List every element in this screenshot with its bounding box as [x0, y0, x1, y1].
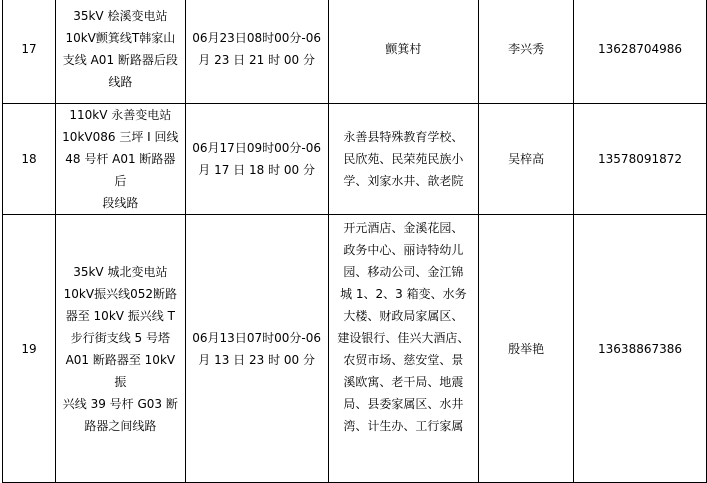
row-number: 19 — [3, 215, 56, 483]
affected-area-text: 建设银行、佳兴大酒店、 — [337, 331, 470, 345]
line-name-text: 步行街支线 5 号塔 — [70, 330, 170, 345]
contact-name: 李兴秀 — [479, 0, 574, 104]
table-row — [3, 0, 707, 104]
affected-area-text: 永善县特殊教育学校、 — [343, 130, 464, 144]
line-name-text: 线路 — [108, 75, 133, 89]
outage-table — [2, 0, 707, 483]
line-name-text: 支线 A01 断路器后段 — [62, 53, 178, 67]
line-name-text: 48 号杆 A01 断路器后 — [65, 152, 176, 188]
outage-time-cell — [185, 215, 328, 483]
row-number: 17 — [3, 0, 56, 104]
contact-phone: 13638867386 — [574, 215, 707, 483]
line-name-cell — [55, 104, 185, 215]
table-row — [3, 104, 707, 215]
line-name-cell — [55, 0, 185, 104]
outage-time-text: 月 13 日 23 时 00 分 — [198, 352, 315, 367]
outage-table-sheet — [2, 0, 707, 483]
affected-area-text: 局、县委家属区、水井 — [343, 397, 464, 411]
line-name-text: 兴线 39 号杆 G03 断 — [62, 396, 178, 411]
line-name-text: 10kV振兴线052断路 — [63, 286, 177, 301]
affected-area-cell — [328, 104, 479, 215]
line-name-text: 路器之间线路 — [84, 418, 157, 433]
affected-area-text: 民欣苑、民荣苑民族小 — [343, 152, 464, 166]
contact-name: 吴梓高 — [479, 104, 574, 215]
affected-area-text: 大楼、财政局家属区、 — [343, 309, 464, 323]
outage-time-text: 06月13日07时00分-06 — [192, 330, 321, 345]
outage-time-text: 月 17 日 18 时 00 分 — [198, 163, 315, 177]
outage-time-cell — [185, 104, 328, 215]
affected-area-cell — [328, 0, 479, 104]
contact-phone: 13628704986 — [574, 0, 707, 104]
line-name-text: 10kV颤箕线T韩家山 — [65, 31, 176, 45]
line-name-text: 段线路 — [102, 196, 139, 210]
affected-area-text: 湾、计生办、工行家属 — [343, 419, 464, 433]
outage-time-text: 月 23 日 21 时 00 分 — [198, 53, 315, 67]
line-name-text: 器至 10kV 振兴线 T — [65, 308, 175, 323]
line-name-text: 110kV 永善变电站 — [69, 108, 172, 122]
affected-area-text: 城 1、2、3 箱变、水务 — [340, 287, 467, 301]
line-name-text: 35kV 城北变电站 — [73, 264, 168, 279]
contact-name: 殷举艳 — [479, 215, 574, 483]
outage-time-text: 06月23日08时00分-06 — [192, 31, 321, 45]
affected-area-text: 溪欧寓、老干局、地震 — [343, 375, 464, 389]
row-number: 18 — [3, 104, 56, 215]
outage-time-text: 06月17日09时00分-06 — [192, 141, 321, 155]
outage-time-cell — [185, 0, 328, 104]
line-name-text: 10kV086 三坪 I 回线 — [62, 130, 179, 144]
affected-area-text: 学、刘家水井、歆老院 — [343, 174, 464, 188]
affected-area-text: 颤箕村 — [385, 42, 422, 56]
affected-area-text: 政务中心、丽诗特幼儿 — [343, 243, 464, 257]
line-name-text: 35kV 桧溪变电站 — [73, 9, 168, 23]
affected-area-text: 园、移动公司、金江锦 — [343, 265, 464, 279]
affected-area-text: 农贸市场、慈安堂、景 — [343, 353, 464, 367]
line-name-text: A01 断路器至 10kV振 — [65, 352, 176, 389]
line-name-cell — [55, 215, 185, 483]
table-row — [3, 215, 707, 483]
affected-area-text: 开元酒店、金溪花园、 — [343, 221, 464, 235]
contact-phone: 13578091872 — [574, 104, 707, 215]
affected-area-cell — [328, 215, 479, 483]
